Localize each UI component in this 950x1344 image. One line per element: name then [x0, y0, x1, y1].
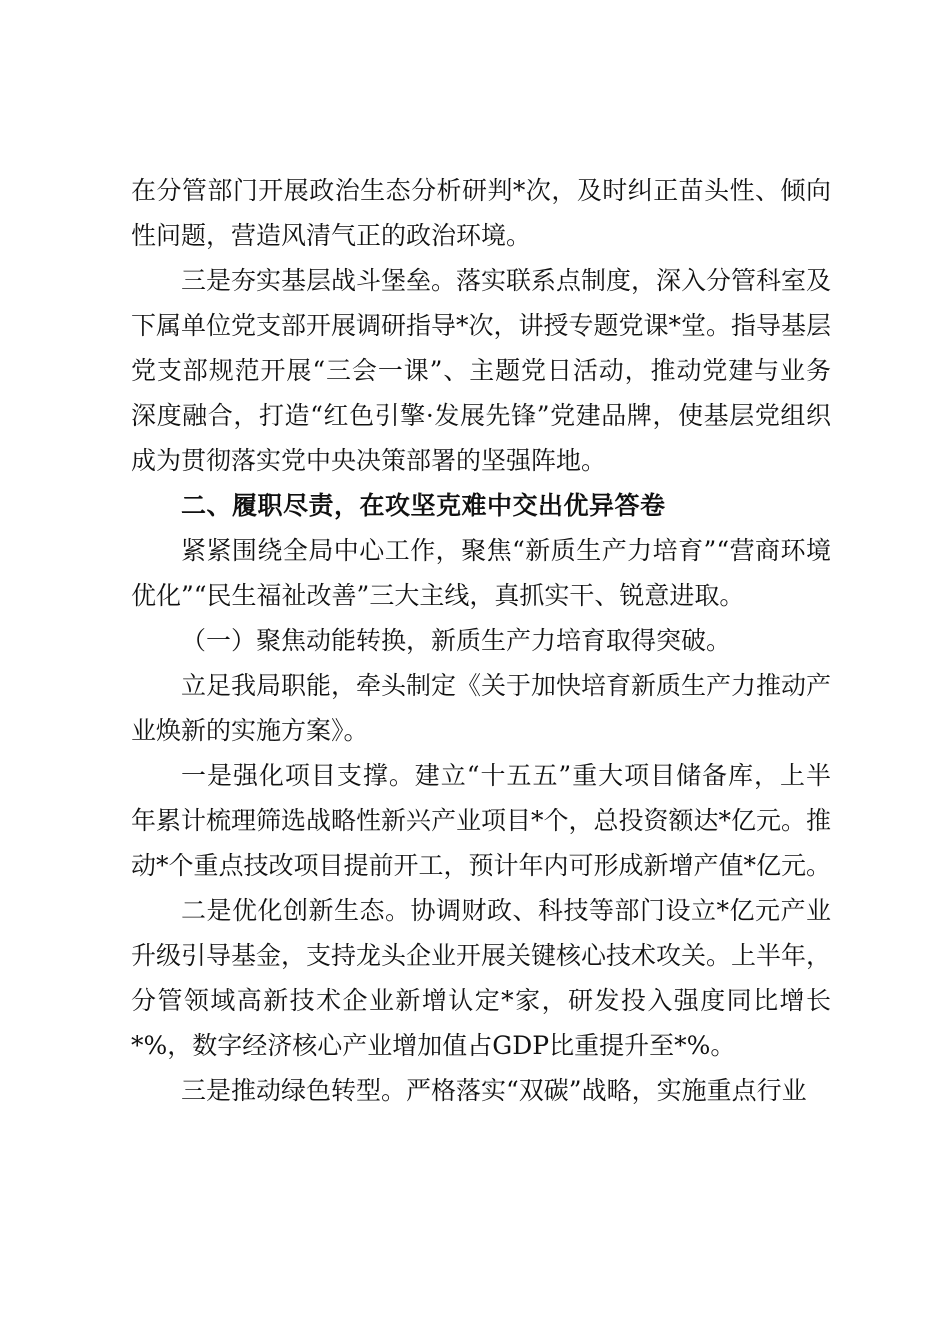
document-body — [131, 168, 831, 1113]
paragraph-section-intro: 紧紧围绕全局中心工作，聚焦“新质生产力培育”“营商环境优化”“民生福祉改善”三大主线，真抓实干、锐意进取。 — [131, 536, 831, 610]
paragraph-project-support: 一是强化项目支撑。建立“十五五”重大项目储备库，上半年累计梳理筛选战略性新兴产业项目*个，总投资额达*亿元。推动*个重点技改项目提前开工，预计年内可形成新增产值*亿元。 — [131, 761, 832, 880]
paragraph-implementation-plan: 立足我局职能，牵头制定《关于加快培育新质生产力推动产业焕新的实施方案》。 — [131, 671, 832, 745]
paragraph-political-ecology-continued: 在分管部门开展政治生态分析研判*次，及时纠正苗头性、倾向性问题，营造风清气正的政治环境。 — [131, 176, 831, 250]
section-heading-two: 二、履职尽责，在攻坚克难中交出优异答卷 — [181, 491, 666, 520]
paragraph-green-transition: 三是推动绿色转型。严格落实“双碳”战略，实施重点行业 — [181, 1076, 807, 1105]
paragraph-innovation-ecology: 二是优化创新生态。协调财政、科技等部门设立*亿元产业升级引导基金，支持龙头企业开展关键核心技术攻关。上半年，分管领域高新技术企业新增认定*家，研发投入强度同比增长*%，数字经济核心产业增加值占GDP比重提升至*%。 — [131, 896, 832, 1060]
subheading-momentum-conversion: （一）聚焦动能转换，新质生产力培育取得突破。 — [181, 626, 732, 655]
paragraph-grassroots-fortress: 三是夯实基层战斗堡垒。落实联系点制度，深入分管科室及下属单位党支部开展调研指导*次，讲授专题党课*堂。指导基层党支部规范开展“三会一课”、主题党日活动，推动党建与业务深度融合，打造“红色引擎·发展先锋”党建品牌，使基层党组织成为贯彻落实党中央决策部署的坚强阵地。 — [131, 266, 832, 475]
